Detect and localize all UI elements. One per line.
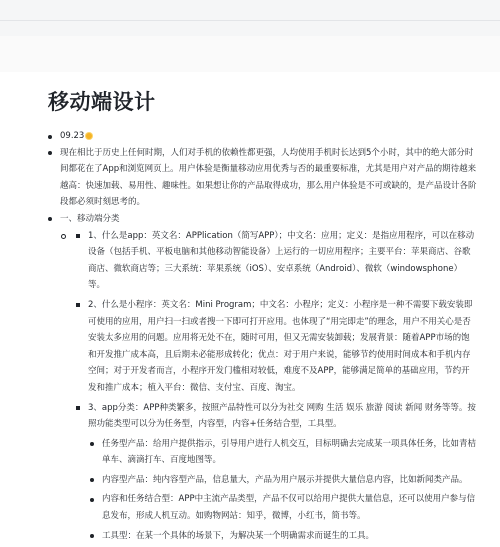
document-header-strip — [0, 36, 500, 73]
category-list — [88, 436, 478, 545]
item-text: 内容型产品：纯内容型产品，信息量大，产品为用户展示并提供大量信息内容，比如新闻类产品。 — [102, 474, 468, 485]
app-toolbar — [0, 0, 500, 37]
sun-icon — [86, 133, 92, 139]
category-tool — [88, 528, 478, 545]
list-item-mini-program — [74, 297, 478, 397]
top-list — [46, 128, 478, 544]
section-item — [46, 211, 478, 544]
item-text: 2、什么是小程序：英文名：Mini Program；中文名：小程序；定义：小程序是一种不需要下载安装即可使用的应用，用户扫一扫或者搜一下即可打开应用。也体现了“用完即走”的理念，用户不用关心是否安装太多应用的问题。应用将无处不在，随时可用，但又无需安装卸载；发展背景：随着APP市场的饱和开发推广成本高，且后期未必能形成转化；优点：对于用户来说，能够节约使用时间成本和手机内存空间；对于开发者而言，小程序开发门槛相对较低，难度不及APP，能够满足简单的基础应用，节约开发和推广成本；植入平台：微信、支付宝、百度、淘宝。 — [88, 299, 473, 393]
category-content — [88, 472, 478, 489]
document-body — [46, 128, 478, 547]
section-title: 一、移动端分类 — [60, 213, 120, 224]
list-item-app-category — [74, 400, 478, 545]
list-item — [60, 228, 478, 545]
item-text: 任务型产品：给用户提供指示，引导用户进行人机交互，目标明确去完成某一项具体任务，比如青桔单车、滴滴打车、百度地图等。 — [102, 438, 477, 466]
item-text: 工具型：在某一个具体的场景下，为解决某一个明确需求而诞生的工具。 — [102, 530, 375, 541]
intro-text: 现在相比于历史上任何时期，人们对手机的依赖性都更强，人均使用手机时长达到5个小时，其中的绝大部分时间都花在了App和浏览网页上。用户体验是衡量移动应用优秀与否的最重要标准，尤其是用户对产品的期待越来越高：快速加载、易用性、趣味性。如果想让你的产品取得成功，那么用户体验是不可或缺的，是产品设计各阶段都必须时刻思考的。 — [60, 147, 477, 208]
date-text: 09.23 — [60, 131, 85, 141]
intro-item — [46, 145, 478, 211]
list-item-app — [74, 228, 478, 294]
page-title: 移动端设计 — [48, 90, 156, 114]
item-text: 3、app分类：APP种类繁多，按照产品特性可以分为社交 网购 生活 娱乐 旅游 阅读 新闻 财务等等。按照功能类型可以分为任务型，内容型，内容+任务结合型，工具型。 — [88, 402, 476, 430]
item-text: 1、什么是app：英文名：APPlication（简写APP）；中文名：应用；定义：是指应用程序，可以在移动设备（包括手机、平板电脑和其他移动智能设备）上运行的一切应用程序；主要平台：苹果商店、谷歌商店、微软商店等；三大系统：苹果系统（iOS）、安卓系统（Android）、微软（windowsphone）等。 — [88, 230, 475, 291]
section-sublist — [60, 228, 478, 545]
category-mixed — [88, 491, 478, 524]
document-page — [0, 72, 500, 541]
item-text: 内容和任务结合型：APP中主流产品类型，产品不仅可以给用户提供大量信息，还可以使用户参与信息发布，形成人机互动。如购物网站：知乎，微博，小红书，简书等。 — [102, 494, 476, 522]
category-task — [88, 436, 478, 469]
toolbar-divider — [0, 20, 500, 21]
numbered-list — [74, 228, 478, 545]
date-item — [46, 128, 478, 145]
